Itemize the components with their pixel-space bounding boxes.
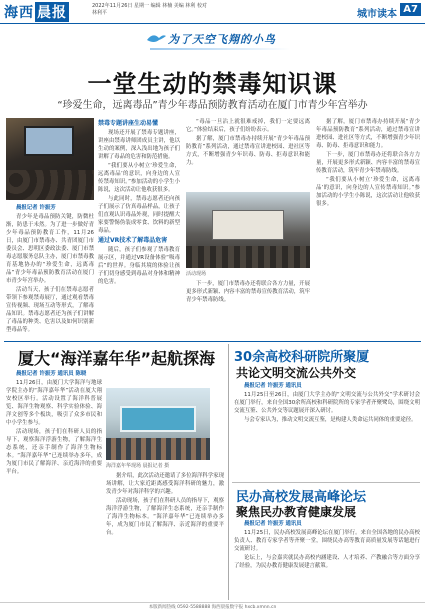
story-divider	[232, 482, 420, 483]
lead-column-4	[186, 280, 310, 338]
lead-column-5	[316, 118, 420, 338]
col2-paragraph-3: “毒品一旦沾上就很难戒掉，我们一定要远离它。”体验结束后，孩子们纷纷表示。	[186, 119, 310, 133]
lead-paragraph-2: 活动当天，孩子们在禁毒志愿者带领下参观禁毒展厅，通过观看禁毒宣传视频、现场互动等形式，了解毒品知识。禁毒志愿者还为孩子们讲解了毒品的种类、危害以及如何识别新型毒品等。	[6, 287, 94, 333]
story4-body	[234, 520, 420, 600]
story2-byline: 晨报记者 许振芳 通讯员 陈晓	[16, 371, 87, 377]
story3-body	[234, 382, 420, 480]
story4-headline: 民办高校发展高峰论坛	[236, 490, 367, 505]
story2-paragraph-2-dup: 活动现场，孩子们在科研人员的指导下，观察海洋浮游生物，了解海洋生态系统，还亲手制作了海洋生物标本。“海洋嘉年华”已连续举办多年，成为厦门市民了解海洋、亲近海洋的重要平台。	[106, 498, 224, 536]
newspaper-logo	[4, 2, 69, 22]
col2-paragraph-2: 随后，孩子们参观了禁毒教育展示区，并通过VR设备体验“吸毒后”的世界。身临其境的体验让孩子们切身感受到毒品对身体和精神的危害。	[98, 247, 180, 285]
story4-subheadline: 聚焦民办教育健康发展	[236, 505, 357, 519]
story3-paragraph-1: 11月25日至26日，由厦门大学主办的“文明交流与公共外交”学术研讨会在厦门举行，来自全国30余所高校和科研院所的专家学者齐聚鹭岛，围绕文明交流互鉴、公共外交等议题展开深入研讨。	[234, 392, 420, 414]
story3-headline: 30余高校科研院所聚厦	[234, 350, 370, 365]
logo-text-a: 海西	[4, 5, 34, 21]
banner-divider	[150, 48, 290, 50]
lead-paragraph-4-dup: “我们要从小树立‘珍爱生命，远离毒品’的意识，向身边的人宣传禁毒知识。”参加活动的小学生小陈说，这次活动让他收获很多。	[316, 177, 420, 207]
story2-photo-caption: 海洋嘉年华现场 晨报记者 摄	[106, 463, 170, 469]
logo-text-b: 晨报	[35, 2, 69, 22]
lead-paragraph-4: “我们要从小树立‘珍爱生命，远离毒品’的意识，向身边的人宣传禁毒知识。”参加活动的小学生小陈说，这次活动让他收获很多。	[98, 163, 180, 193]
story3-subheadline: 共论文明交流公共外交	[236, 366, 357, 380]
audience-shape	[186, 246, 310, 268]
story2-column-2	[106, 472, 224, 598]
story2-headline: 厦大“海洋嘉年华”起航探海	[18, 349, 216, 368]
banner-title: 为了天空飞翔的小鸟	[168, 33, 276, 46]
section-title: 城市读本	[357, 9, 397, 20]
bird-icon	[145, 30, 167, 46]
lead-photo-2	[186, 192, 310, 268]
column-divider	[228, 344, 229, 600]
lead-column-2	[98, 118, 180, 338]
col3-paragraph-1: 据了解，厦门市禁毒办持续开展“青少年毒品预防教育”系列活动，通过禁毒宣讲进校园、进社区等方式，不断增强青少年识毒、防毒、拒毒意识和能力。	[186, 136, 310, 166]
screen-shape	[24, 126, 74, 156]
story2-paragraph-3: 据介绍，此次活动还邀请了多位海洋科学家现场讲解，让大家近距离感受海洋科研的魅力，激发青少年对海洋科学的兴趣。	[106, 473, 224, 495]
col3-paragraph-1-dup: 据了解，厦门市禁毒办持续开展“青少年毒品预防教育”系列活动，通过禁毒宣讲进校园、进社区等方式，不断增强青少年识毒、防毒、拒毒意识和能力。	[316, 119, 420, 149]
audience-shape	[106, 438, 210, 460]
stage-shape	[212, 210, 284, 240]
story2-photo	[106, 388, 210, 460]
story3-byline: 晨报记者 许振芳 通讯员	[244, 383, 302, 389]
story3-paragraph-2: 与会专家认为，推动文明交流互鉴，是构建人类命运共同体的重要途径。	[244, 417, 417, 423]
main-subhead: “珍爱生命，远离毒品”青少年毒品预防教育活动在厦门市青少年宫举办	[57, 100, 368, 111]
story4-paragraph-1: 11月25日，民办高校发展高峰论坛在厦门举行。来自全国各地的民办高校负责人、教育专家学者等齐聚一堂，围绕民办高等教育高质量发展等话题进行交流研讨。	[234, 530, 420, 552]
story4-paragraph-2: 论坛上，与会嘉宾就民办高校内涵建设、人才培养、产教融合等方面分享了经验，为民办教育健康发展建言献策。	[234, 555, 420, 569]
col3-paragraph-2: 下一步，厦门市禁毒办还将联合各方力量，开展更多形式新颖、内容丰富的禁毒宣传教育活动，筑牢青少年禁毒防线。	[186, 281, 310, 303]
col2-paragraph-1: 与此同时，禁毒志愿者还向孩子们展示了仿真毒品样品，让孩子们直观认识毒品外观，同时提醒大家要警惕伪装成零食、饮料的新型毒品。	[98, 196, 180, 234]
tank-shape	[120, 406, 196, 432]
lead-paragraph-3: 现场还开展了禁毒专题讲座，讲座由禁毒讲师团成员主讲，他以生动的案例，深入浅出地为孩子们讲解了毒品的危害和防范措施。	[98, 130, 180, 160]
section-divider	[4, 341, 421, 342]
story2-column-1	[6, 370, 102, 598]
lead-subheading-1: 禁毒专题讲座生动易懂	[98, 120, 159, 127]
story4-byline: 晨报记者 许振芳 通讯员	[244, 521, 302, 527]
story2-paragraph-2: 活动现场，孩子们在科研人员的指导下，观察海洋浮游生物，了解海洋生态系统，还亲手制作了海洋生物标本。“海洋嘉年华”已连续举办多年，成为厦门市民了解海洋、亲近海洋的重要平台。	[6, 429, 102, 475]
story2-paragraph-1: 11月26日，由厦门大学海洋与地球学院主办的“海洋嘉年华”活动在厦大翔安校区举行。活动设置了海洋科普展览、海洋生物观察、科学实验体验、海洋文创等多个板块，吸引了众多市民和中小学生参与。	[6, 380, 102, 426]
col3-paragraph-2-dup: 下一步，厦门市禁毒办还将联合各方力量，开展更多形式新颖、内容丰富的禁毒宣传教育活动，筑牢青少年禁毒防线。	[316, 152, 420, 174]
lead-paragraph-1: 青少年是毒品预防关键，防微杜渐，防患于未然。为了进一步做好青少年毒品预防教育工作，11月26日，由厦门市禁毒办、共青团厦门市委员会、思明区委政法委、厦门市禁毒志愿服务总队主办，厦门市禁毒教育基地协办的“珍爱生命，远离毒品”青少年毒品预防教育活动在厦门市青少年宫举办。	[6, 214, 94, 284]
topic-banner	[0, 26, 425, 62]
lead-byline: 晨报记者 许振芳	[16, 205, 56, 211]
main-headline: 一堂生动的禁毒知识课	[87, 70, 338, 98]
col2-subheading: 通过VR技术了解毒品危害	[98, 237, 168, 244]
page-number: A7	[400, 3, 421, 16]
lead-photo-caption: 活动现场	[186, 271, 207, 277]
lead-column-3	[186, 118, 310, 190]
masthead	[0, 0, 425, 24]
audience-shape	[6, 170, 94, 200]
issue-info: 2022年11月26日 星期一 编辑 林楠 美编 林利 校对 林利平	[92, 3, 207, 16]
lead-column-1	[6, 204, 94, 338]
page-footer: 本版新闻热线 0592-5588888 海西晨报数字报 hxcb.xmnn.cn	[0, 602, 425, 611]
lead-photo	[6, 118, 94, 200]
